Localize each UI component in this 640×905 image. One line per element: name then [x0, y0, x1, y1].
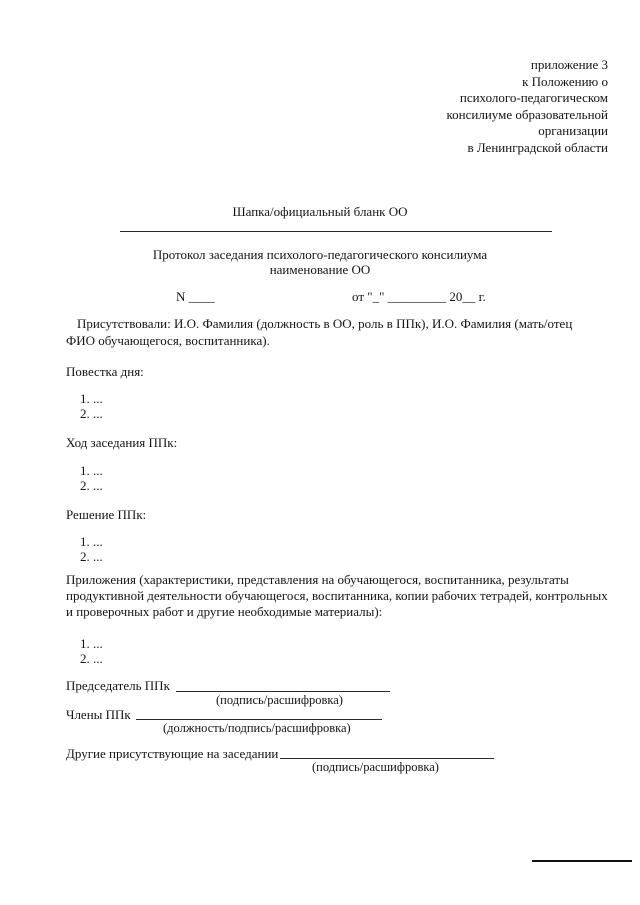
annex-line: консилиуме образовательной [446, 106, 608, 122]
attendance-line-2: ФИО обучающегося, воспитанника). [66, 333, 270, 348]
annex-line: психолого-педагогическом [459, 90, 608, 105]
letterhead-divider [120, 231, 552, 232]
decision-heading: Решение ППк: [66, 507, 147, 522]
attachments-line-2: продуктивной деятельности обучающегося, воспитанника, копии рабочих тетрадей, контрольных [66, 588, 608, 603]
annex-line: приложение 3 [530, 57, 608, 72]
chair-label: Председатель ППк [66, 678, 170, 693]
list-item: 1. ... [80, 534, 103, 549]
list-item: 2. ... [80, 549, 103, 564]
others-label: Другие присутствующие на заседании [66, 746, 279, 761]
annex-block [447, 57, 608, 156]
list-item: 1. ... [80, 391, 103, 406]
proceedings-heading: Ход заседания ППк: [66, 435, 178, 450]
list-item: 2. ... [80, 651, 103, 666]
proceedings-list [80, 463, 103, 493]
agenda-heading: Повестка дня: [66, 364, 144, 379]
members-signature-hint: (должность/подпись/расшифровка) [163, 721, 351, 735]
decision-list [80, 534, 103, 564]
list-item: 2. ... [80, 406, 103, 421]
list-item: 2. ... [80, 478, 103, 493]
protocol-date: от "_" _________ 20__ г. [352, 289, 486, 304]
protocol-org-name: наименование ОО [269, 262, 371, 277]
protocol-title: Протокол заседания психолого-педагогического консилиума [152, 247, 488, 262]
attendance-line-1: Присутствовали: И.О. Фамилия (должность в ОО, роль в ППк), И.О. Фамилия (мать/отец [77, 316, 573, 331]
annex-line: к Положению о [522, 73, 608, 89]
others-signature-hint: (подпись/расшифровка) [312, 760, 439, 774]
attachments-list [80, 636, 103, 666]
annex-line: организации [538, 123, 608, 138]
annex-line: в Ленинградской области [467, 139, 608, 155]
members-label: Члены ППк [66, 707, 131, 722]
letterhead-label: Шапка/официальный бланк ОО [232, 204, 408, 219]
agenda-list [80, 391, 103, 421]
chair-signature-hint: (подпись/расшифровка) [216, 693, 343, 707]
list-item: 1. ... [80, 463, 103, 478]
list-item: 1. ... [80, 636, 103, 651]
protocol-number: N ____ [176, 289, 215, 304]
footer-divider [532, 860, 632, 862]
attachments-line-1: Приложения (характеристики, представления на обучающегося, воспитанника, результаты [66, 572, 569, 587]
attachments-line-3: и проверочных работ и другие необходимые материалы): [66, 604, 383, 619]
